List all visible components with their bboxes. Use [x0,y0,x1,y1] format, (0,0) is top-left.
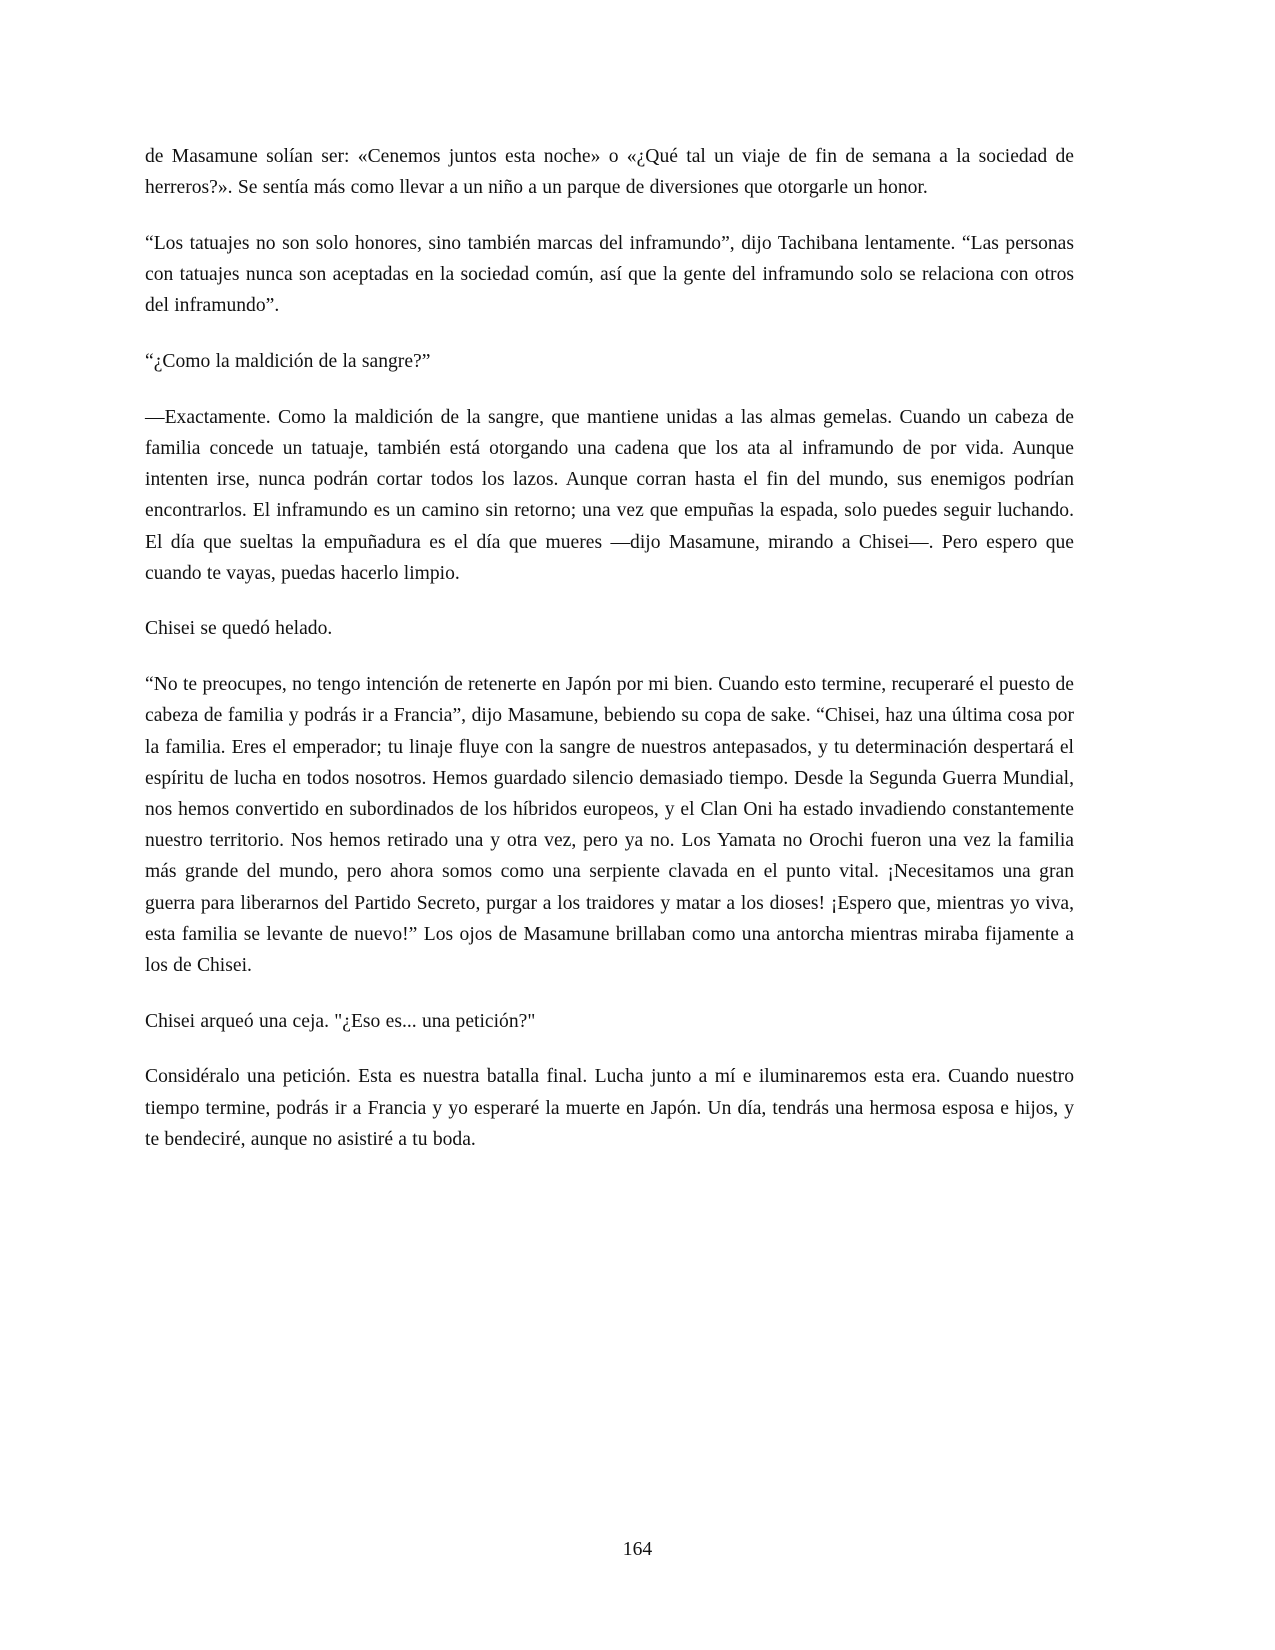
page-body-text [145,141,1074,1155]
paragraph: Chisei arqueó una ceja. "¿Eso es... una petición?" [145,1010,536,1032]
paragraph: “Los tatuajes no son solo honores, sino también marcas del inframundo”, dijo Tachibana lentamente. “Las personas con tatuajes nunca son aceptadas en la sociedad común, así que la gente del inframundo solo se relaciona con otros del inframundo”. [145,232,1074,317]
paragraph: “¿Como la maldición de la sangre?” [145,351,431,373]
paragraph: de Masamune solían ser: «Cenemos juntos esta noche» o «¿Qué tal un viaje de fin de semana a la sociedad de herreros?». Se sentía más como llevar a un niño a un parque de diversiones que otorgarle un honor. [145,146,1074,199]
paragraph: Chisei se quedó helado. [145,618,333,640]
paragraph: —Exactamente. Como la maldición de la sangre, que mantiene unidas a las almas gemelas. Cuando un cabeza de familia concede un tatuaje, también está otorgando una cadena que los ata al inframundo de por vida. Aunque intenten irse, nunca podrán cortar todos los lazos. Aunque corran hasta el fin del mundo, sus enemigos podrían encontrarlos. El inframundo es un camino sin retorno; una vez que empuñas la espada, solo puedes seguir luchando. El día que sueltas la empuñadura es el día que mueres —dijo Masamune, mirando a Chisei—. Pero espero que cuando te vayas, puedas hacerlo limpio. [145,406,1074,584]
paragraph: “No te preocupes, no tengo intención de retenerte en Japón por mi bien. Cuando esto termine, recuperaré el puesto de cabeza de familia y podrás ir a Francia”, dijo Masamune, bebiendo su copa de sake. “Chisei, haz una última cosa por la familia. Eres el emperador; tu linaje fluye con la sangre de nuestros antepasados, y tu determinación despertará el espíritu de lucha en todos nosotros. Hemos guardado silencio demasiado tiempo. Desde la Segunda Guerra Mundial, nos hemos convertido en subordinados de los híbridos europeos, y el Clan Oni ha estado invadiendo constantemente nuestro territorio. Nos hemos retirado una y otra vez, pero ya no. Los Yamata no Orochi fueron una vez la familia más grande del mundo, pero ahora somos como una serpiente clavada en el punto vital. ¡Necesitamos una gran guerra para liberarnos del Partido Secreto, purgar a los traidores y matar a los dioses! ¡Espero que, mientras yo viva, esta familia se levante de nuevo!” Los ojos de Masamune brillaban como una antorcha mientras miraba fijamente a los de Chisei. [145,674,1074,976]
paragraph: Considéralo una petición. Esta es nuestra batalla final. Lucha junto a mí e iluminaremos esta era. Cuando nuestro tiempo termine, podrás ir a Francia y yo esperaré la muerte en Japón. Un día, tendrás una hermosa esposa e hijos, y te bendeciré, aunque no asistiré a tu boda. [145,1066,1074,1150]
page-number: 164 [622,1539,653,1560]
